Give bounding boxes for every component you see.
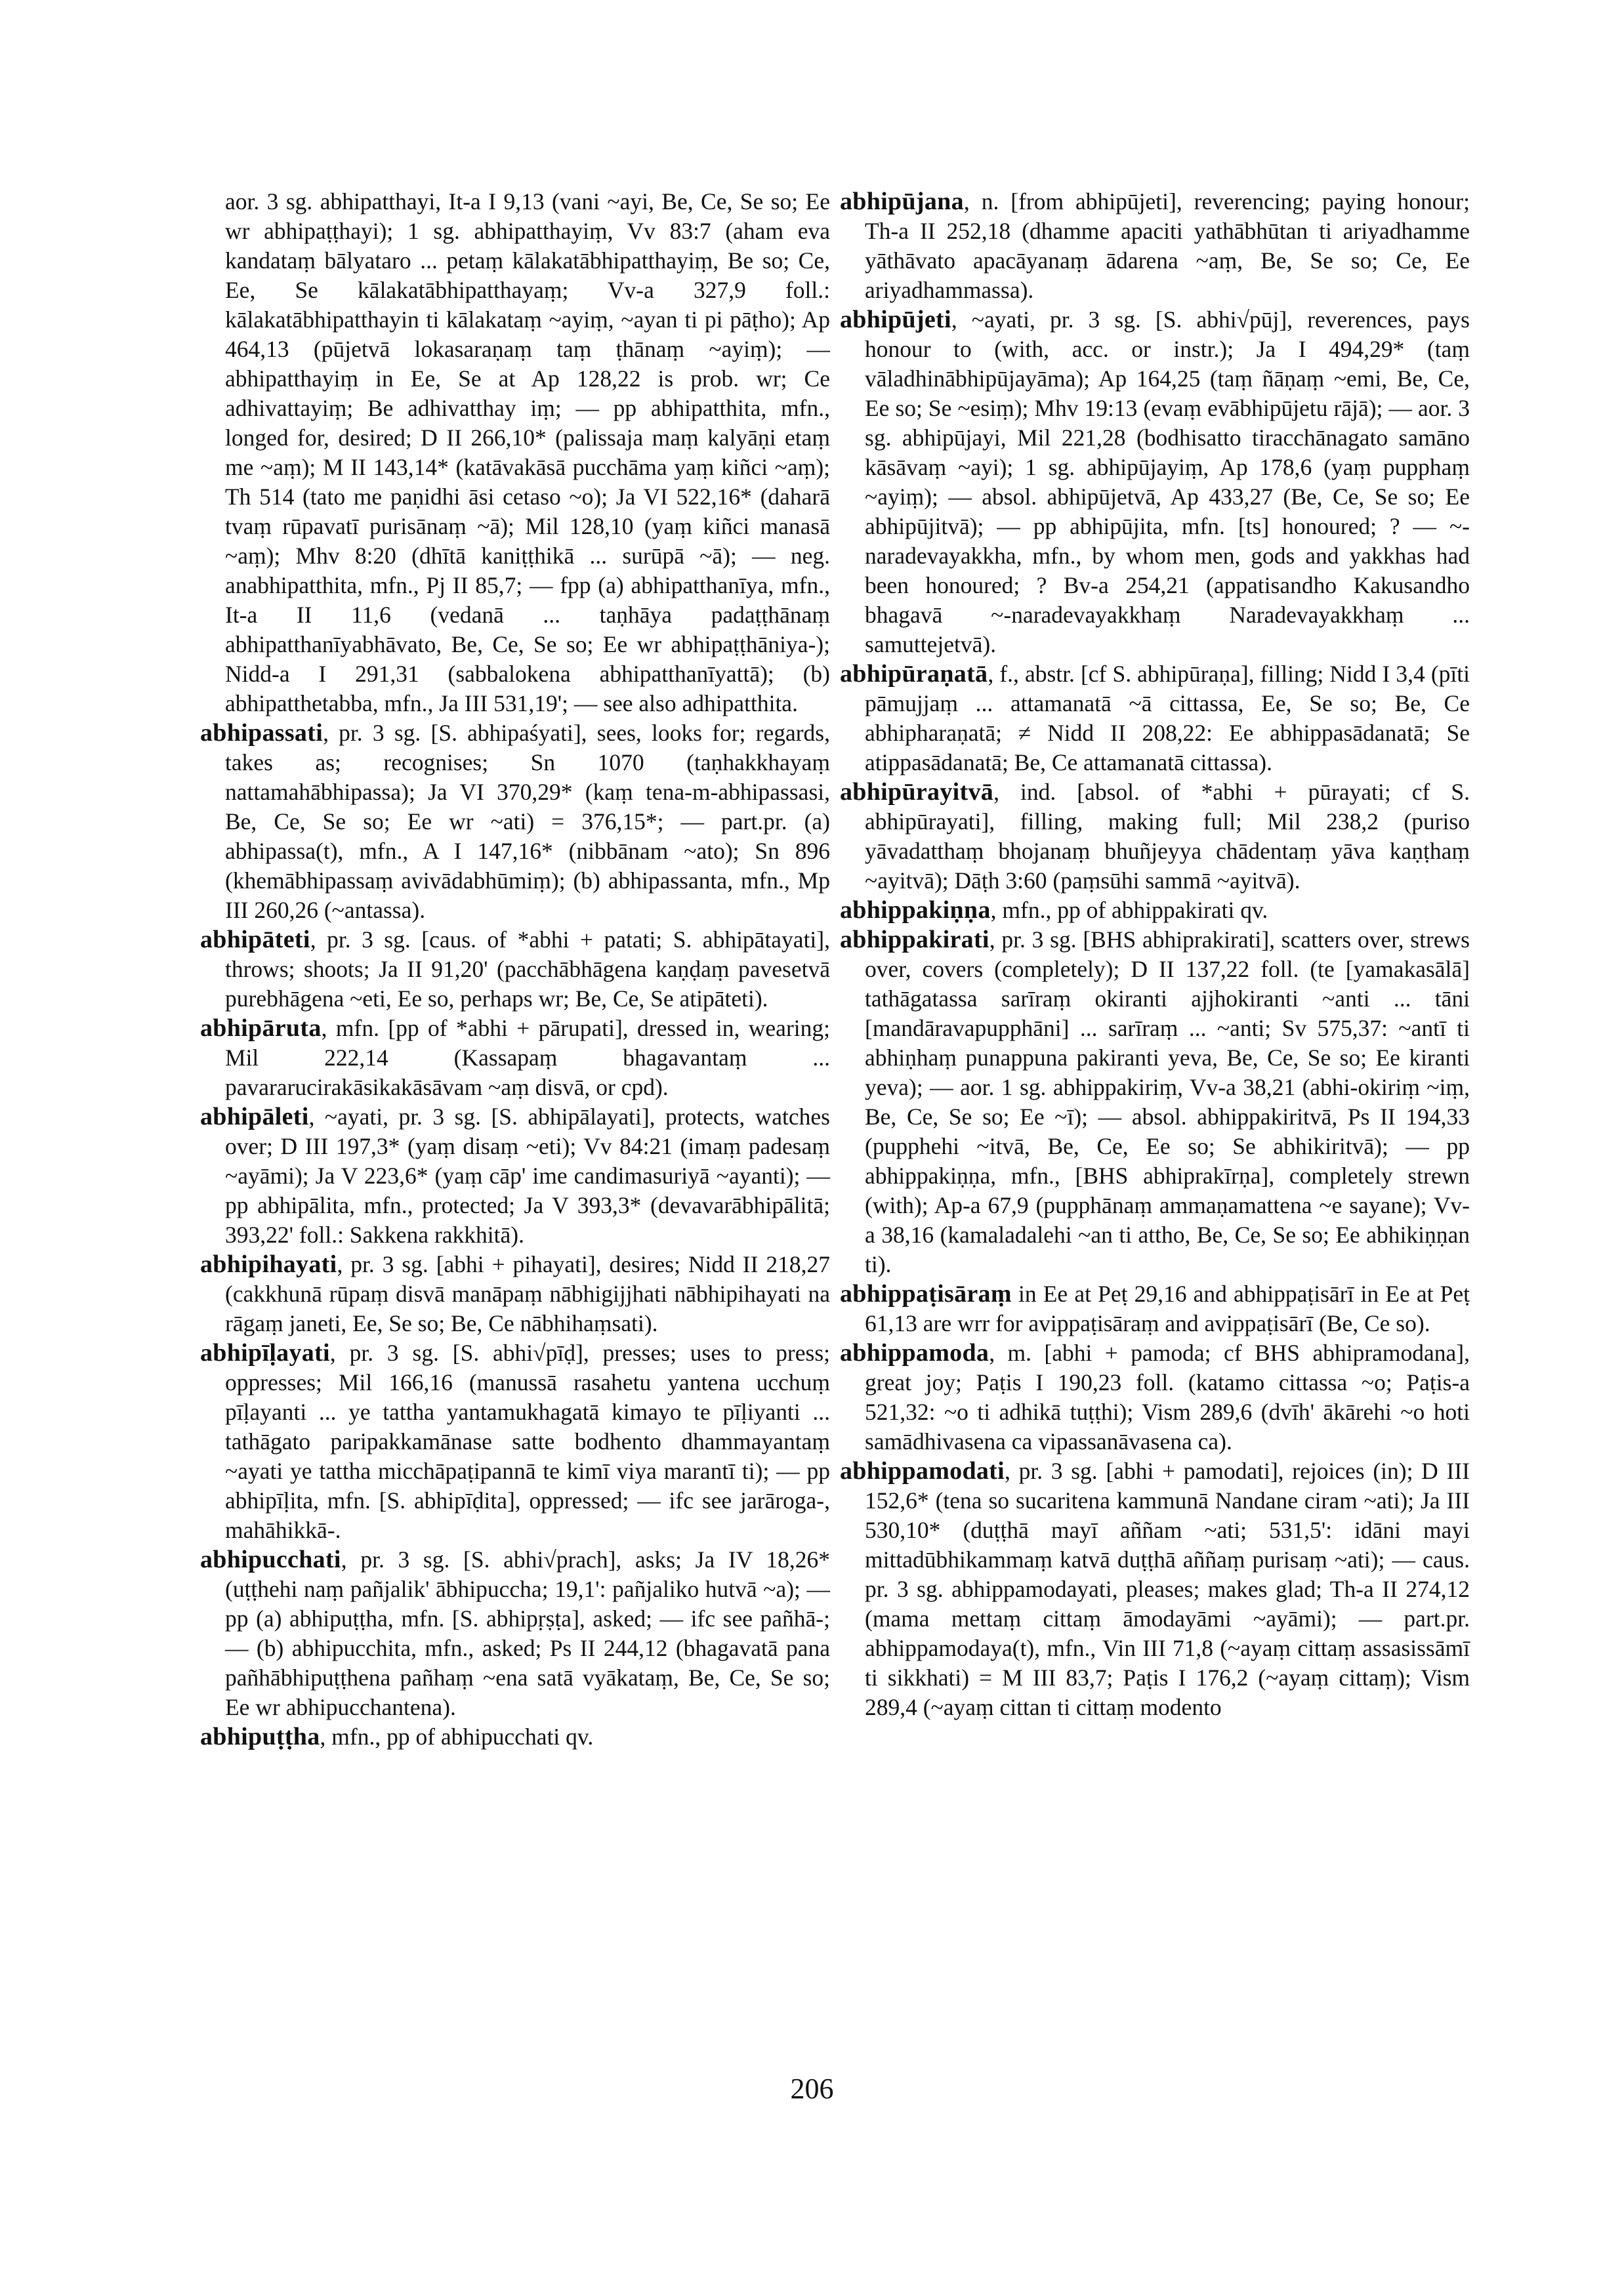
entry-abhipujana xyxy=(840,187,1470,305)
entry-abhippatisaram xyxy=(840,1279,1470,1338)
headword: abhippaṭisāraṃ xyxy=(840,1280,1012,1308)
headword: abhipūraṇatā xyxy=(840,660,988,688)
headword: abhipūrayitvā xyxy=(840,778,994,806)
entry-text: , pr. 3 sg. [abhi + pihayati], desires; Nidd II 218,27 (cakkhunā rūpaṃ disvā manāpaṃ nābhigijjhati nābhipihayati na rāgaṃ janeti, Ee, Se so; Be, Ce nābhihaṃsati). xyxy=(225,1251,830,1336)
entry-text: , ~ayati, pr. 3 sg. [S. abhipālayati], protects, watches over; D III 197,3* (yaṃ disaṃ ~eti); Vv 84:21 (imaṃ padesaṃ ~ayāmi); Ja V 223,6* (yaṃ cāp' ime candimasuriyā ~ayanti); — pp abhipālita, mfn., protected; Ja V 393,3* (devavarābhipālitā; 393,22' foll.: Sakkena rakkhitā). xyxy=(225,1104,830,1248)
entry-text: , pr. 3 sg. [S. abhipaśyati], sees, looks for; regards, takes as; recognises; Sn 1070 (taṇhakkhayaṃ nattamahābhipassa); Ja VI 370,29* (kaṃ tena-m-abhipassasi, Be, Ce, Se so; Ee wr ~ati) = 376,15*; — part.pr. (a) abhipassa(t), mfn., A I 147,16* (nibbānam ~ato); Sn 896 (khemābhipassaṃ avivādabhūmiṃ); (b) abhipassanta, mfn., Mp III 260,26 (~antassa). xyxy=(225,720,830,923)
entry-abhipuranata xyxy=(840,659,1470,777)
entry-text: in Ee at Peṭ 29,16 and abhippaṭisārī in Ee at Peṭ 61,13 are wrr for avippaṭisāraṃ and avippaṭisārī (Be, Ce so). xyxy=(865,1281,1470,1336)
headword: abhipāleti xyxy=(200,1103,309,1130)
headword: abhippamodati xyxy=(840,1457,1005,1485)
headword: abhipūjeti xyxy=(840,306,951,333)
right-column xyxy=(840,187,1470,1722)
headword: abhipihayati xyxy=(200,1251,337,1278)
entry-abhipurayitva xyxy=(840,777,1470,896)
entry-abhipilayati xyxy=(200,1338,830,1545)
entry-text: , pr. 3 sg. [BHS abhiprakirati], scatters over, strews over, covers (completely); D II 137,22 foll. (te [yamakasālā] tathāgatassa sarīraṃ okiranti ajjhokiranti ~anti ... tāni [mandāravapupphāni] ... sarīraṃ ... ~anti; Sv 575,37: ~antī ti abhiṇhaṃ punappuna pakiranti yeva, Be, Ce, Se so; Ee kiranti yeva); — aor. 1 sg. abhippakiriṃ, Vv-a 38,21 (abhi-okiriṃ ~iṃ, Be, Ce, Se so; Ee ~ī); — absol. abhippakiritvā, Ps II 194,33 (pupphehi ~itvā, Be, Ce, Ee so; Se abhikiritvā); — pp abhippakiṇṇa, mfn., [BHS abhiprakīrṇa], completely strewn (with); Ap-a 67,9 (pupphānaṃ ammaṇamattena ~e sayane); Vv-a 38,16 (kamaladalehi ~an ti attho, Be, Ce, Se so; Ee abhikiṇṇan ti). xyxy=(865,926,1470,1277)
entry-text: , pr. 3 sg. [S. abhi√pīḍ], presses; uses to press; oppresses; Mil 166,16 (manussā rasahetu yantena ucchuṃ pīḷayanti ... ye tattha yantamukhagatā kimayo te pīḷiyanti ... tathāgato paripakkamānase satte bodhento dhammayantaṃ ~ayati ye tattha micchāpaṭipannā te kimī viya marantī ti); — pp abhipīḷita, mfn. [S. abhipīḍita], oppressed; — ifc see jarāroga-, mahāhikkā-. xyxy=(225,1340,830,1543)
entry-abhippakirati xyxy=(840,925,1470,1279)
entry-abhippakinna xyxy=(840,896,1470,925)
headword: abhippamoda xyxy=(840,1339,989,1367)
headword: abhipucchati xyxy=(200,1546,341,1573)
entry-text: , pr. 3 sg. [abhi + pamodati], rejoices (in); D III 152,6* (tena so sucaritena kammunā Nandane ciram ~ati); Ja III 530,10* (duṭṭhā mayī aññam ~ati; 531,5': idāni mayi mittadūbhikammaṃ katvā duṭṭhā aññaṃ purisaṃ ~ati); — caus. pr. 3 sg. abhippamodayati, pleases; makes glad; Th-a II 274,12 (mama mettaṃ cittaṃ āmodayāmi ~ayāmi); — part.pr. abhippamodaya(t), mfn., Vin III 71,8 (~ayaṃ cittaṃ assasissāmī ti sikkhati) = M III 83,7; Paṭis I 176,2 (~ayaṃ cittaṃ); Vism 289,4 (~ayaṃ cittan ti cittaṃ modento xyxy=(865,1458,1470,1720)
entry-abhipucchati xyxy=(200,1545,830,1722)
entry-text: , mfn., pp of abhipucchati qv. xyxy=(320,1724,594,1750)
entry-abhipassati xyxy=(200,718,830,925)
entry-abhippamodati xyxy=(840,1457,1470,1722)
entry-abhipateti xyxy=(200,925,830,1014)
page-number: 206 xyxy=(790,2073,834,2105)
entry-abhipatthayati-cont xyxy=(200,187,830,718)
entry-abhiparuta xyxy=(200,1014,830,1102)
entry-text: , pr. 3 sg. [S. abhi√prach], asks; Ja IV 18,26* (uṭṭhehi naṃ pañjalik' ābhipuccha; 19,1': pañjaliko hutvā ~a); — pp (a) abhipuṭṭha, mfn. [S. abhipṛṣṭa], asked; — ifc see pañhā-; — (b) abhipucchita, mfn., asked; Ps II 244,12 (bhagavatā pana pañhābhipuṭṭhena pañhaṃ ~ena satā vyākataṃ, Be, Ce, Se so; Ee wr abhipucchantena). xyxy=(225,1546,830,1720)
headword: abhippakirati xyxy=(840,926,989,953)
left-column xyxy=(200,187,830,1752)
entry-text: , m. [abhi + pamoda; cf BHS abhipramodana], great joy; Paṭis I 190,23 foll. (katamo cittassa ~o; Paṭis-a 521,32: ~o ti adhikā tuṭṭhi); Vism 289,6 (dvīh' ākārehi ~o hoti samādhivasena ca vipassanāvasena ca). xyxy=(865,1340,1470,1455)
entry-text: , n. [from abhipūjeti], reverencing; paying honour; Th-a II 252,18 (dhamme apaciti yathābhūtan ti ariyadhamme yāthāvato apacāyanaṃ ādarena ~aṃ, Be, Se so; Ce, Ee ariyadhammassa). xyxy=(865,188,1470,303)
headword: abhipāruta xyxy=(200,1014,322,1042)
entry-abhiputtha xyxy=(200,1722,830,1752)
entry-text: aor. 3 sg. abhipatthayi, It-a I 9,13 (vani ~ayi, Be, Ce, Se so; Ee wr abhipaṭṭhayi); 1 sg. abhipatthayiṃ, Vv 83:7 (aham eva kandataṃ bālyataro ... petaṃ kālakatābhipatthayiṃ, Be so; Ce, Ee, Se kālakatābhipatthayaṃ; Vv-a 327,9 foll.: kālakatābhipatthayin ti kālakataṃ ~ayiṃ, ~ayan ti pi pāṭho); Ap 464,13 (pūjetvā lokasaraṇaṃ taṃ ṭhānaṃ ~ayiṃ); — abhipatthayiṃ in Ee, Se at Ap 128,22 is prob. wr; Ce adhivattayiṃ; Be adhivatthay iṃ; — pp abhipatthita, mfn., longed for, desired; D II 266,10* (palissaja maṃ kalyāṇi etaṃ me ~aṃ); M II 143,14* (katāvakāsā pucchāma yaṃ kiñci ~aṃ); Th 514 (tato me paṇidhi āsi cetaso ~o); Ja VI 522,16* (daharā tvaṃ rūpavatī purisānaṃ ~ā); Mil 128,10 (yaṃ kiñci manasā ~aṃ); Mhv 8:20 (dhītā kaniṭṭhikā ... surūpā ~ā); — neg. anabhipatthita, mfn., Pj II 85,7; — fpp (a) abhipatthanīya, mfn., It-a II 11,6 (vedanā ... taṇhāya padaṭṭhānaṃ abhipatthanīyabhāvato, Be, Ce, Se so; Ee wr abhipaṭṭhāniya-); Nidd-a I 291,31 (sabbalokena abhipatthanīyattā); (b) abhipatthetabba, mfn., Ja III 531,19'; — see also adhipatthita. xyxy=(225,188,830,716)
entry-text: , ~ayati, pr. 3 sg. [S. abhi√pūj], reverences, pays honour to (with, acc. or instr.); Ja I 494,29* (taṃ vāladhinābhipūjayāma); Ap 164,25 (taṃ ñāṇaṃ ~emi, Be, Ce, Ee so; Se ~esiṃ); Mhv 19:13 (evaṃ evābhipūjetu rājā); — aor. 3 sg. abhipūjayi, Mil 221,28 (bodhisatto tiracchānagato samāno kāsāvaṃ ~ayi); 1 sg. abhipūjayiṃ, Ap 178,6 (yaṃ pupphaṃ ~ayiṃ); — absol. abhipūjetvā, Ap 433,27 (Be, Ce, Se so; Ee abhipūjitvā); — pp abhipūjita, mfn. [ts] honoured; ? — ~-naradevayakkha, mfn., by whom men, gods and yakkhas had been honoured; ? Bv-a 254,21 (appatisandho Kakusandho bhagavā ~-naradevayakkhaṃ Naradevayakkhaṃ ... samuttejetvā). xyxy=(865,306,1470,657)
headword: abhipassati xyxy=(200,719,323,747)
entry-text: , pr. 3 sg. [caus. of *abhi + patati; S. abhipātayati], throws; shoots; Ja II 91,20' (pacchābhāgena kaṇḍaṃ pavesetvā purebhāgena ~eti, Ee so, perhaps wr; Be, Ce, Se atipāteti). xyxy=(225,926,830,1012)
entry-abhipaleti xyxy=(200,1102,830,1250)
entry-abhipihayati xyxy=(200,1250,830,1338)
entry-abhipujeti xyxy=(840,305,1470,659)
headword: abhipūjana xyxy=(840,188,964,215)
headword: abhippakiṇṇa xyxy=(840,896,991,924)
entry-text: , mfn., pp of abhippakirati qv. xyxy=(990,897,1268,923)
headword: abhipuṭṭha xyxy=(200,1723,320,1750)
entry-abhippamoda xyxy=(840,1338,1470,1457)
headword: abhipīḷayati xyxy=(200,1339,330,1367)
entry-text: , ind. [absol. of *abhi + pūrayati; cf S. abhipūrayati], filling, making full; Mil 238,2 (puriso yāvadatthaṃ bhojanaṃ bhuñjeyya chādentaṃ yāva kaṇṭhaṃ ~ayitvā); Dāṭh 3:60 (paṃsūhi sammā ~ayitvā). xyxy=(865,779,1470,894)
entry-text: , f., abstr. [cf S. abhipūraṇa], filling; Nidd I 3,4 (pīti pāmujjaṃ ... attamanatā ~ā cittassa, Ee, Se so; Be, Ce abhipharaṇatā; ≠ Nidd II 208,22: Ee abhippasādanatā; Se atippasādanatā; Be, Ce attamanatā cittassa). xyxy=(865,661,1470,775)
entry-text: , mfn. [pp of *abhi + pārupati], dressed in, wearing; Mil 222,14 (Kassapaṃ bhagavantaṃ ... pavararucirakāsikakāsāvam ~aṃ disvā, or cpd). xyxy=(225,1015,830,1100)
headword: abhipāteti xyxy=(200,926,310,953)
